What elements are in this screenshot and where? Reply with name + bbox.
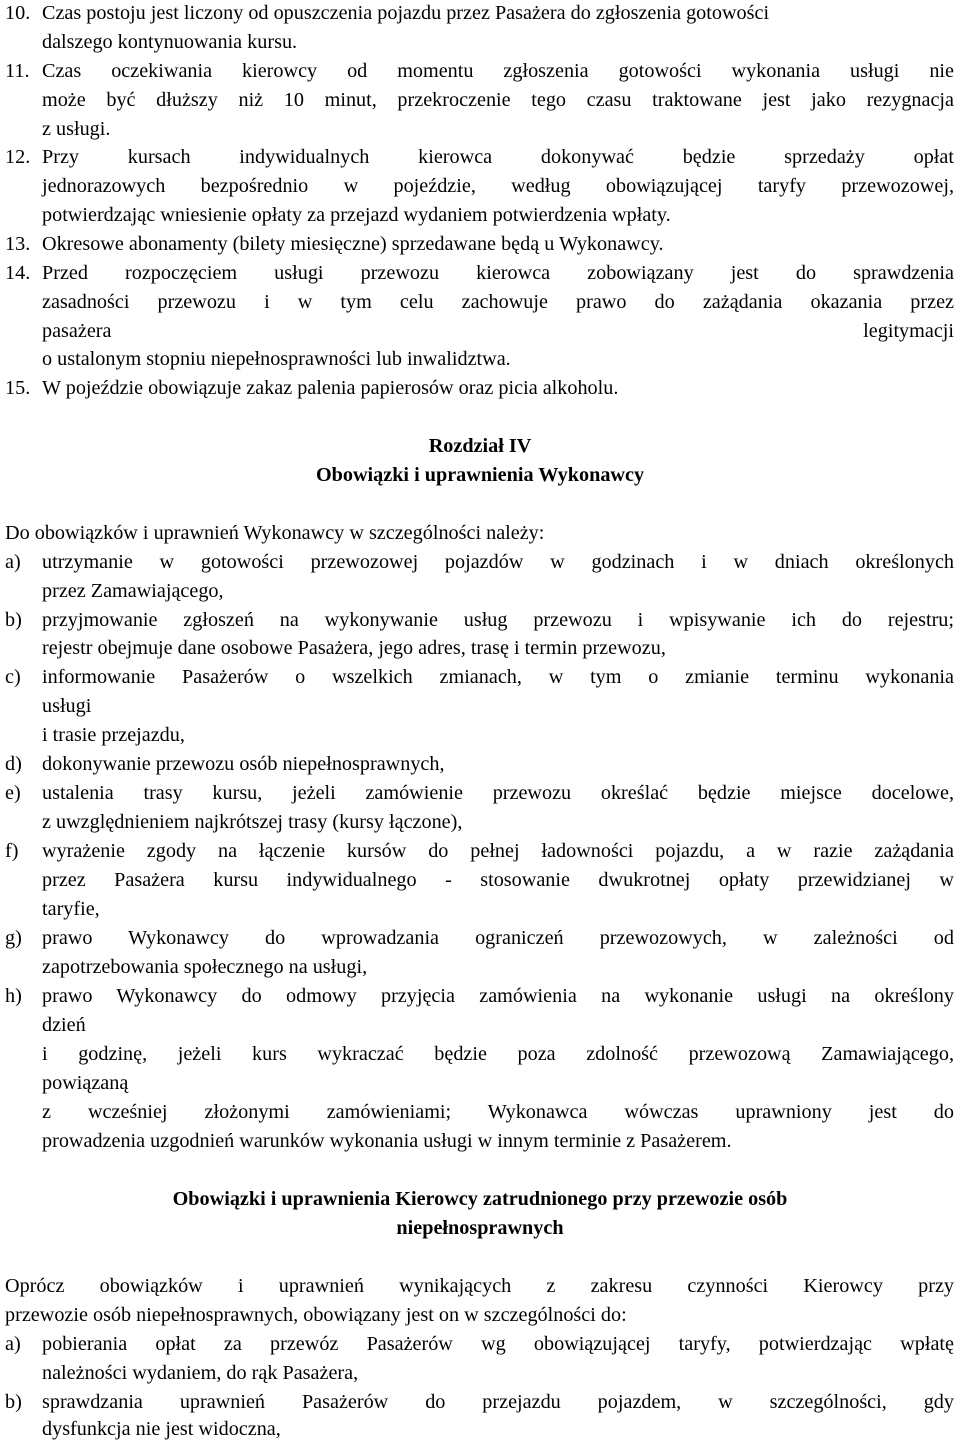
chapter-title: Rozdział IV <box>428 435 532 457</box>
item-line: przyjmowanie zgłoszeń na wykonywanie usług przewozu i wpisywanie ich do rejestru; <box>42 609 954 631</box>
rule-line: pasażera legitymacji <box>42 320 954 342</box>
item-label: a) <box>5 1333 21 1355</box>
item-label: a) <box>5 551 21 573</box>
item-line: utrzymanie w gotowości przewozowej pojazdów w godzinach i w dniach określonych <box>42 551 954 573</box>
item-line: przez Zamawiającego, <box>42 580 224 602</box>
item-label: e) <box>5 782 21 804</box>
item-label: b) <box>5 1391 22 1413</box>
rule-line: o ustalonym stopniu niepełnosprawności lub inwalidztwa. <box>42 348 511 370</box>
item-line: zapotrzebowania społecznego na usługi, <box>42 956 368 978</box>
item-line: należności wydaniem, do rąk Pasażera, <box>42 1362 359 1384</box>
item-label: f) <box>5 840 19 862</box>
item-line: usługi <box>42 695 92 717</box>
driver-intro-line: Oprócz obowiązków i uprawnień wynikających z zakresu czynności Kierowcy przy <box>5 1275 954 1297</box>
item-line: wyrażenie zgody na łączenie kursów do pełnej ładowności pojazdu, a w razie zażądania <box>42 840 954 862</box>
item-line: taryfie, <box>42 898 100 920</box>
item-label: h) <box>5 985 22 1007</box>
item-line: informowanie Pasażerów o wszelkich zmianach, w tym o zmianie terminu wykonania <box>42 666 954 688</box>
item-label: b) <box>5 609 22 631</box>
item-line: dokonywanie przewozu osób niepełnosprawnych, <box>42 753 445 775</box>
item-line: i godzinę, jeżeli kurs wykraczać będzie poza zdolność przewozową Zamawiającego, <box>42 1043 954 1065</box>
item-label: g) <box>5 927 22 949</box>
driver-section-title-cont: niepełnosprawnych <box>396 1217 564 1239</box>
rule-line: dalszego kontynuowania kursu. <box>42 31 298 53</box>
rule-number: 12. <box>5 146 31 168</box>
rule-line: Okresowe abonamenty (bilety miesięczne) sprzedawane będą u Wykonawcy. <box>42 233 664 255</box>
chapter-intro: Do obowiązków i uprawnień Wykonawcy w szczególności należy: <box>5 522 545 544</box>
item-line: dysfunkcja nie jest widoczna, <box>42 1418 281 1440</box>
rule-line: może być dłuższy niż 10 minut, przekroczenie tego czasu traktowane jest jako rezygnacja <box>42 89 954 111</box>
rule-number: 13. <box>5 233 31 255</box>
item-line: ustalenia trasy kursu, jeżeli zamówienie przewozu określać będzie miejsce docelowe, <box>42 782 954 804</box>
rule-number: 10. <box>5 2 31 24</box>
item-line: sprawdzania uprawnień Pasażerów do przejazdu pojazdem, w szczególności, gdy <box>42 1391 954 1413</box>
item-label: c) <box>5 666 21 688</box>
rule-line: Przy kursach indywidualnych kierowca dokonywać będzie sprzedaży opłat <box>42 146 954 168</box>
rule-number: 11. <box>5 60 30 82</box>
item-line: przez Pasażera kursu indywidualnego - stosowanie dwukrotnej opłaty przewidzianej w <box>42 869 954 891</box>
item-line: prawo Wykonawcy do wprowadzania ograniczeń przewozowych, w zależności od <box>42 927 954 949</box>
rule-line: z usługi. <box>42 118 111 140</box>
rule-line: Przed rozpoczęciem usługi przewozu kierowca zobowiązany jest do sprawdzenia <box>42 262 954 284</box>
driver-intro-line: przewozie osób niepełnosprawnych, obowiązany jest on w szczególności do: <box>5 1304 627 1326</box>
rule-line: jednorazowych bezpośrednio w pojeździe, według obowiązującej taryfy przewozowej, <box>42 175 954 197</box>
item-line: prowadzenia uzgodnień warunków wykonania usługi w innym terminie z Pasażerem. <box>42 1130 732 1152</box>
rule-line: Czas postoju jest liczony od opuszczenia pojazdu przez Pasażera do zgłoszenia gotowości <box>42 2 770 24</box>
item-label: d) <box>5 753 22 775</box>
chapter-subtitle: Obowiązki i uprawnienia Wykonawcy <box>315 464 645 486</box>
item-line: pobierania opłat za przewóz Pasażerów wg obowiązującej taryfy, potwierdzając wpłatę <box>42 1333 954 1355</box>
item-line: dzień <box>42 1014 86 1036</box>
item-line: z uwzględnieniem najkrótszej trasy (kursy łączone), <box>42 811 463 833</box>
item-line: z wcześniej złożonymi zamówieniami; Wykonawca wówczas uprawniony jest do <box>42 1101 954 1123</box>
driver-section-title: Obowiązki i uprawnienia Kierowcy zatrudnionego przy przewozie osób <box>172 1188 788 1210</box>
rule-number: 14. <box>5 262 31 284</box>
rule-line: potwierdzając wniesienie opłaty za przejazd wydaniem potwierdzenia wpłaty. <box>42 204 671 226</box>
item-line: powiązaną <box>42 1072 129 1094</box>
rule-line: W pojeździe obowiązuje zakaz palenia papierosów oraz picia alkoholu. <box>42 377 619 399</box>
item-line: prawo Wykonawcy do odmowy przyjęcia zamówienia na wykonanie usługi na określony <box>42 985 954 1007</box>
item-line: i trasie przejazdu, <box>42 724 185 746</box>
rule-line: Czas oczekiwania kierowcy od momentu zgłoszenia gotowości wykonania usługi nie <box>42 60 954 82</box>
item-line: rejestr obejmuje dane osobowe Pasażera, jego adres, trasę i termin przewozu, <box>42 637 666 659</box>
rule-line: zasadności przewozu i w tym celu zachowuje prawo do zażądania okazania przez <box>42 291 954 313</box>
rule-number: 15. <box>5 377 31 399</box>
